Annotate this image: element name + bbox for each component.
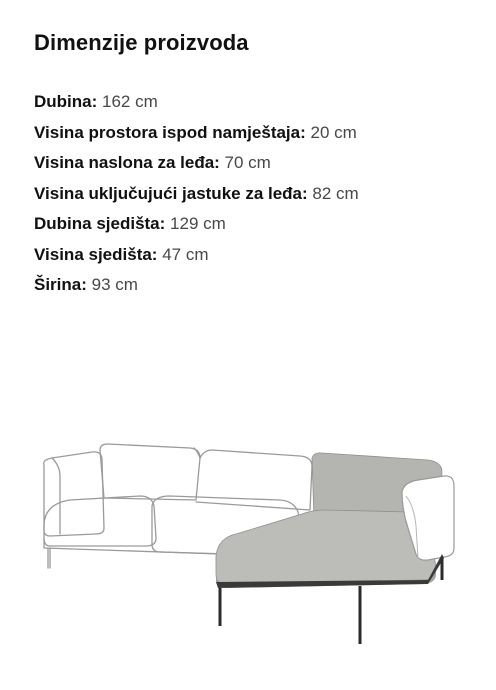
dimension-backrest-height	[34, 148, 359, 179]
dimension-label: Visina naslona za leđa:	[34, 153, 220, 172]
dimension-label: Visina uključujući jastuke za leđa:	[34, 183, 308, 203]
chaise-seat-cushion	[216, 510, 436, 584]
dimension-width	[34, 270, 359, 301]
dimension-seat-height	[34, 240, 359, 271]
dimension-value: 82 cm	[307, 183, 359, 203]
dimension-label: Širina:	[34, 275, 87, 294]
dimension-label: Dubina sjedišta:	[34, 214, 166, 233]
sofa-chaise-section-illustration	[30, 430, 470, 660]
section-title: Dimenzije proizvoda	[34, 30, 249, 55]
dimension-free-height-under	[34, 118, 359, 149]
dimension-label: Visina sjedišta:	[34, 244, 158, 264]
dimension-label: Dubina:	[34, 92, 98, 111]
dimension-value: 70 cm	[219, 153, 271, 172]
dimensions-list	[34, 87, 359, 301]
dimension-value: 47 cm	[157, 244, 209, 264]
dimension-value: 162 cm	[97, 92, 158, 111]
chaise-section	[216, 453, 454, 644]
dimension-depth	[34, 87, 359, 118]
dimension-seat-depth	[34, 209, 359, 240]
dimension-value: 129 cm	[165, 214, 226, 233]
dimension-height-incl-cushions	[34, 179, 359, 210]
dimension-value: 93 cm	[86, 275, 138, 294]
dimension-label: Visina prostora ispod namještaja:	[34, 122, 306, 142]
dimension-value: 20 cm	[305, 122, 357, 142]
